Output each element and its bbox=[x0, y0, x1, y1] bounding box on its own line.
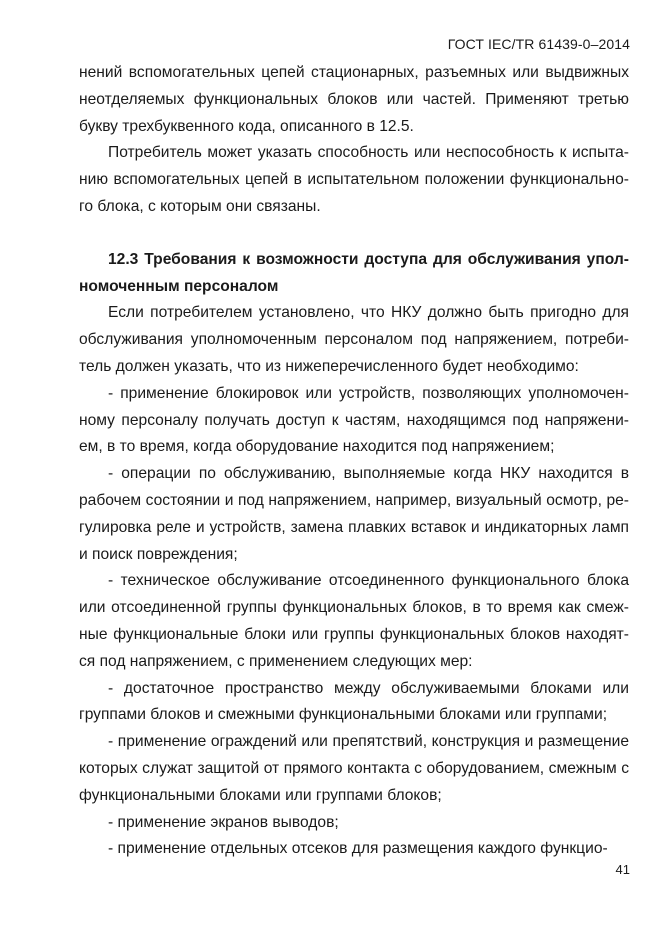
document-header: ГОСТ IEC/TR 61439-0–2014 bbox=[447, 36, 630, 52]
list-item: - достаточное пространство между обслуживаемыми блоками или группами блоков и смежными функциональными блоками или группами; bbox=[79, 679, 629, 724]
paragraph: Потребитель может указать способность или неспособность к испытанию вспомогательных цепей в испытательном положении функционального блока, с которым они связаны. bbox=[79, 144, 629, 215]
list-item: - применение экранов выводов; bbox=[108, 813, 339, 831]
list-item: - применение блокировок или устройств, позволяющих уполномоченному персоналу получать доступ к частям, находящимся под напряжением, в то время, когда оборудование находится под напряжением; bbox=[79, 384, 629, 456]
list-item: - применение ограждений или препятствий, конструкция и размещение которых служат защитой от прямого контакта с оборудованием, смежным с функциональными блоками или группами блоков; bbox=[79, 733, 629, 804]
list-item: - техническое обслуживание отсоединенного функционального блока или отсоединенной группы функциональных блоков, в то время как смежные функциональные блоки или группы функциональных блоков находятся под напряжением, с применением следующих мер: bbox=[79, 572, 629, 670]
section-heading: 12.3 Требования к возможности доступа для обслуживания уполномоченным персоналом bbox=[79, 250, 629, 295]
paragraph: Если потребителем установлено, что НКУ должно быть пригодно для обслуживания уполномоченным персоналом под напряжением, потребитель должен указать, что из нижеперечисленного будет необходимо: bbox=[79, 304, 629, 375]
paragraph-continuation: нений вспомогательных цепей стационарных, разъемных или выдвижных неотделяемых функциональных блоков или частей. Применяют третью букву трехбуквенного кода, описанного в 12.5. bbox=[79, 64, 629, 135]
page-number: 41 bbox=[615, 862, 630, 877]
list-item: - операции по обслуживанию, выполняемые когда НКУ находится в рабочем состоянии и под напряжением, например, визуальный осмотр, регулировка реле и устройств, замена плавких вставок и индикаторных ламп и поиск повреждения; bbox=[79, 465, 629, 563]
page-body bbox=[79, 60, 629, 863]
list-item: - применение отдельных отсеков для размещения каждого функцио- bbox=[108, 840, 608, 858]
